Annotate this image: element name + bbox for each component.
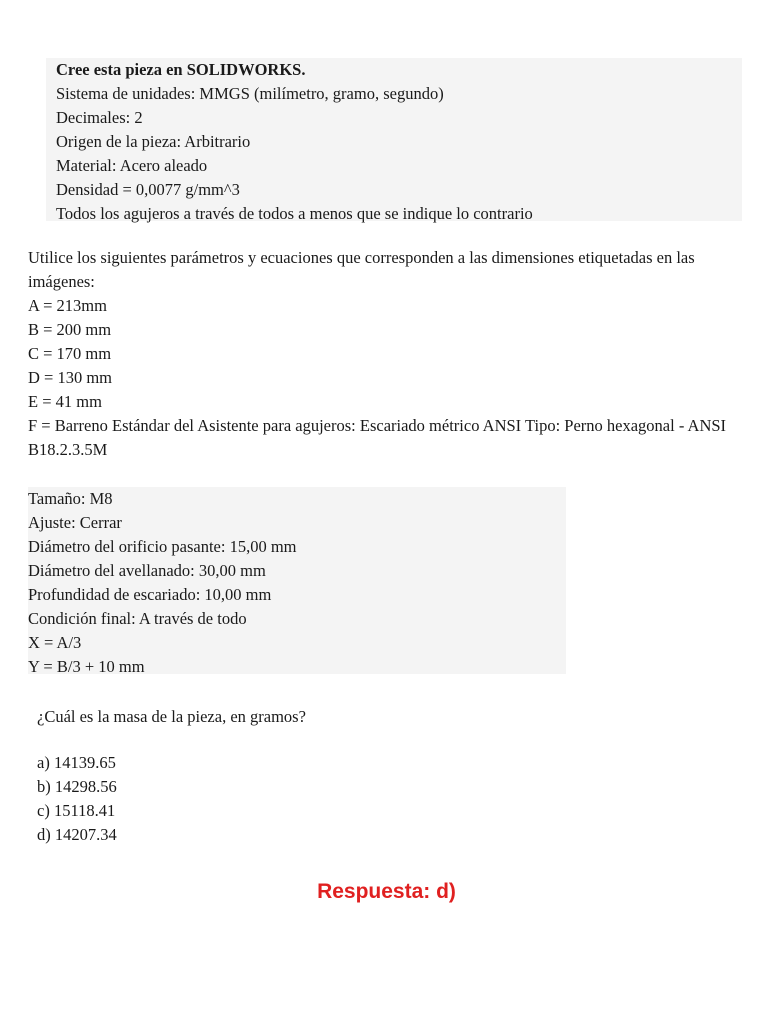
param-c: C = 170 mm	[28, 344, 112, 363]
option-d: d) 14207.34	[37, 825, 117, 844]
parameters-intro: Utilice los siguientes parámetros y ecuaciones que corresponden a las dimensiones etiquetadas en las imágenes:	[28, 248, 695, 291]
hole-counterbore-depth: Profundidad de escariado: 10,00 mm	[28, 585, 272, 604]
param-b: B = 200 mm	[28, 320, 112, 339]
header-title: Cree esta pieza en SOLIDWORKS.	[56, 60, 306, 79]
hole-y: Y = B/3 + 10 mm	[28, 657, 145, 676]
param-a: A = 213mm	[28, 296, 107, 315]
option-a: a) 14139.65	[37, 753, 116, 772]
material-line: Material: Acero aleado	[56, 156, 208, 175]
hole-counterbore-diameter: Diámetro del avellanado: 30,00 mm	[28, 561, 266, 580]
hole-spec-box	[28, 487, 566, 674]
holes-note-line: Todos los agujeros a través de todos a menos que se indique lo contrario	[56, 204, 533, 223]
units-line: Sistema de unidades: MMGS (milímetro, gramo, segundo)	[56, 84, 444, 103]
parameters-section	[28, 246, 748, 462]
param-d: D = 130 mm	[28, 368, 113, 387]
origin-line: Origen de la pieza: Arbitrario	[56, 132, 251, 151]
question-text: ¿Cuál es la masa de la pieza, en gramos?	[37, 707, 306, 726]
param-e: E = 41 mm	[28, 392, 102, 411]
answer-text: Respuesta: d)	[317, 880, 456, 903]
hole-fit: Ajuste: Cerrar	[28, 513, 122, 532]
option-c: c) 15118.41	[37, 801, 116, 820]
param-f: F = Barreno Estándar del Asistente para agujeros: Escariado métrico ANSI Tipo: Perno hexagonal - ANSI B18.2.3.5M	[28, 416, 727, 459]
hole-through-diameter: Diámetro del orificio pasante: 15,00 mm	[28, 537, 297, 556]
option-b: b) 14298.56	[37, 777, 117, 796]
header-box	[46, 58, 742, 221]
hole-end-condition: Condición final: A través de todo	[28, 609, 247, 628]
density-line: Densidad = 0,0077 g/mm^3	[56, 180, 240, 199]
hole-size: Tamaño: M8	[28, 489, 113, 508]
decimals-line: Decimales: 2	[56, 108, 143, 127]
options-list	[37, 751, 117, 847]
hole-x: X = A/3	[28, 633, 82, 652]
